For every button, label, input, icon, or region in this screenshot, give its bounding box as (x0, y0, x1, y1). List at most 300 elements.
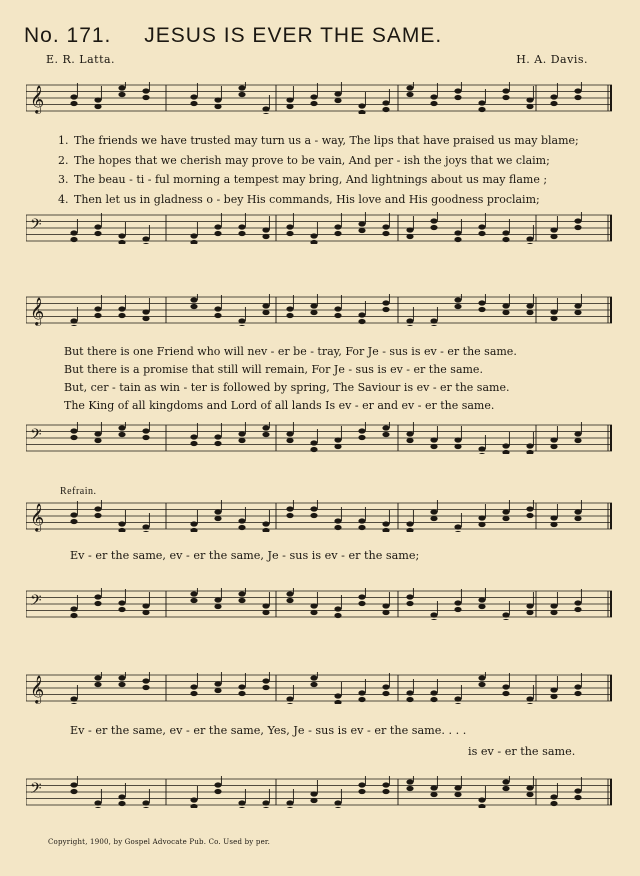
note-head (214, 434, 221, 439)
note-head (238, 525, 245, 530)
note-head (70, 325, 77, 326)
note-head (574, 600, 581, 605)
note-head (310, 447, 317, 452)
staff-bass-2 (26, 422, 612, 454)
note-head (94, 104, 101, 109)
note-head (94, 231, 101, 236)
note-head (334, 224, 341, 229)
note-head (190, 684, 197, 689)
note-head (478, 675, 485, 680)
note-head (358, 601, 365, 606)
note-head (310, 506, 317, 511)
note-head (286, 800, 293, 805)
note-head (382, 684, 389, 689)
staff-graphic (26, 82, 612, 114)
staff-graphic (26, 422, 612, 454)
note-head (358, 782, 365, 787)
verse-line (58, 154, 618, 174)
note-head (310, 310, 317, 315)
clef-icon: 𝄢 (30, 592, 42, 613)
note-head (142, 685, 149, 690)
note-head (310, 101, 317, 106)
note-head (214, 789, 221, 794)
note-head (358, 428, 365, 433)
note-head (382, 432, 389, 437)
note-head (262, 432, 269, 437)
verse-number: 4. (58, 192, 69, 206)
staff-bass-1 (26, 212, 612, 244)
note-head (574, 691, 581, 696)
note-head (118, 607, 125, 612)
note-head (502, 684, 509, 689)
note-head (190, 441, 197, 446)
note-head (406, 521, 413, 526)
note-head (358, 690, 365, 695)
note-head (574, 438, 581, 443)
note-head (94, 97, 101, 102)
note-head (430, 225, 437, 230)
note-head (94, 601, 101, 606)
note-head (118, 85, 125, 90)
note-head (286, 807, 293, 808)
note-head (406, 234, 413, 239)
note-head (454, 785, 461, 790)
note-head (262, 113, 269, 114)
note-head (382, 425, 389, 430)
verse-text: The beau - ti - ful morning a tempest may bring, And lightnings about us may flame ; (74, 173, 548, 186)
verse-lines (58, 134, 618, 212)
note-head (550, 794, 557, 799)
note-head (142, 603, 149, 608)
note-head (190, 240, 197, 244)
verse-line (58, 193, 618, 213)
note-head (142, 610, 149, 615)
note-head (238, 807, 245, 808)
note-head (526, 792, 533, 797)
note-head (334, 525, 341, 530)
note-head (310, 303, 317, 308)
note-head (358, 435, 365, 440)
note-head (406, 786, 413, 791)
note-head (286, 97, 293, 102)
note-head (238, 684, 245, 689)
note-head (262, 603, 269, 608)
note-head (142, 531, 149, 532)
note-head (454, 600, 461, 605)
note-head (454, 607, 461, 612)
note-head (550, 101, 557, 106)
note-head (334, 518, 341, 523)
note-head (262, 800, 269, 805)
note-head (430, 318, 437, 323)
note-head (478, 515, 485, 520)
note-head (70, 435, 77, 440)
note-head (94, 800, 101, 805)
note-head (478, 682, 485, 687)
note-head (454, 297, 461, 302)
note-head (118, 240, 125, 244)
note-head (238, 92, 245, 97)
staff-graphic (26, 500, 612, 532)
verse-text: The hopes that we cherish may prove to be vain, And per - ish the joys that we claim; (74, 153, 550, 167)
verse-number: 3. (58, 173, 69, 186)
composer-credit: H. A. Davis. (516, 53, 588, 66)
clef-icon: 𝄞 (30, 503, 45, 531)
note-head (310, 94, 317, 99)
note-head (334, 98, 341, 103)
note-head (526, 506, 533, 511)
note-head (478, 300, 485, 305)
note-head (238, 224, 245, 229)
note-head (430, 785, 437, 790)
note-head (94, 431, 101, 436)
note-head (142, 524, 149, 529)
note-head (478, 604, 485, 609)
note-head (358, 594, 365, 599)
note-head (310, 603, 317, 608)
note-head (382, 789, 389, 794)
note-head (94, 438, 101, 443)
note-head (214, 688, 221, 693)
note-head (358, 228, 365, 233)
note-head (502, 303, 509, 308)
verse-line (58, 134, 618, 154)
note-head (334, 313, 341, 318)
note-head (382, 300, 389, 305)
note-head (262, 807, 269, 808)
note-head (262, 610, 269, 615)
note-head (118, 306, 125, 311)
note-head (262, 310, 269, 315)
clef-icon: 𝄞 (30, 675, 45, 703)
note-head (430, 516, 437, 521)
staff-graphic (26, 294, 612, 326)
note-head (454, 237, 461, 242)
note-head (310, 233, 317, 238)
note-head (430, 619, 437, 620)
clef-icon: 𝄢 (30, 780, 42, 801)
note-head (406, 325, 413, 326)
note-head (526, 450, 533, 454)
note-head (142, 95, 149, 100)
note-head (478, 797, 485, 802)
note-head (382, 528, 389, 532)
note-head (382, 691, 389, 696)
note-head (70, 512, 77, 517)
note-head (142, 88, 149, 93)
note-head (334, 800, 341, 805)
note-head (478, 453, 485, 454)
note-head (334, 444, 341, 449)
note-head (382, 782, 389, 787)
note-head (454, 437, 461, 442)
second-line: But there is one Friend who will nev - er be - tray, For Je - sus is ev - er the same. (64, 345, 517, 358)
note-head (550, 227, 557, 232)
note-head (334, 693, 341, 698)
note-head (70, 318, 77, 323)
note-head (94, 513, 101, 518)
note-head (478, 597, 485, 602)
note-head (502, 612, 509, 617)
note-head (430, 690, 437, 695)
note-head (190, 304, 197, 309)
note-head (94, 594, 101, 599)
note-head (238, 518, 245, 523)
note-head (526, 97, 533, 102)
verse-line (58, 173, 618, 193)
note-head (526, 603, 533, 608)
note-head (502, 786, 509, 791)
note-head (526, 696, 533, 701)
note-head (214, 306, 221, 311)
note-head (358, 221, 365, 226)
staff-graphic (26, 212, 612, 244)
note-head (310, 513, 317, 518)
refrain-lyric-3: is ev - er the same. (468, 745, 576, 758)
note-head (382, 521, 389, 526)
note-head (502, 779, 509, 784)
note-head (190, 233, 197, 238)
note-head (550, 522, 557, 527)
note-head (526, 785, 533, 790)
staff-treble-4 (26, 672, 612, 704)
note-head (550, 515, 557, 520)
staff-bass-3 (26, 588, 612, 620)
note-head (406, 227, 413, 232)
note-head (574, 607, 581, 612)
note-head (454, 88, 461, 93)
note-head (406, 697, 413, 702)
note-head (550, 610, 557, 615)
note-head (358, 789, 365, 794)
note-head (454, 95, 461, 100)
note-head (310, 440, 317, 445)
note-head (262, 234, 269, 239)
note-head (454, 792, 461, 797)
note-head (70, 519, 77, 524)
note-head (214, 313, 221, 318)
note-head (574, 218, 581, 223)
hymn-title: JESUS IS EVER THE SAME. (144, 24, 443, 47)
note-head (502, 95, 509, 100)
note-head (334, 306, 341, 311)
note-head (358, 518, 365, 523)
note-head (406, 85, 413, 90)
note-head (70, 94, 77, 99)
note-head (214, 597, 221, 602)
staff-treble-2 (26, 294, 612, 326)
note-head (574, 795, 581, 800)
note-head (286, 598, 293, 603)
note-head (574, 303, 581, 308)
note-head (406, 594, 413, 599)
note-head (286, 306, 293, 311)
staff-graphic (26, 588, 612, 620)
note-head (214, 509, 221, 514)
note-head (574, 788, 581, 793)
note-head (550, 94, 557, 99)
note-head (502, 619, 509, 620)
second-line: But there is a promise that still will remain, For Je - sus is ev - er the same. (64, 363, 483, 376)
note-head (574, 684, 581, 689)
note-head (382, 610, 389, 615)
note-head (478, 804, 485, 808)
note-head (286, 231, 293, 236)
note-head (70, 696, 77, 701)
note-head (118, 600, 125, 605)
note-head (430, 509, 437, 514)
note-head (142, 236, 149, 241)
note-head (94, 313, 101, 318)
note-head (262, 678, 269, 683)
note-head (142, 800, 149, 805)
note-head (334, 437, 341, 442)
note-head (118, 801, 125, 806)
verse-number: 1. (58, 134, 69, 147)
note-head (142, 678, 149, 683)
note-head (70, 782, 77, 787)
note-head (238, 591, 245, 596)
note-head (190, 434, 197, 439)
note-head (574, 225, 581, 230)
note-head (238, 598, 245, 603)
note-head (286, 313, 293, 318)
note-head (454, 696, 461, 701)
note-head (382, 100, 389, 105)
lyricist-credit: E. R. Latta. (46, 53, 116, 66)
note-head (70, 789, 77, 794)
second-line: The King of all kingdoms and Lord of all lands Is ev - er and ev - er the same. (64, 399, 495, 412)
note-head (430, 437, 437, 442)
hymn-title-row (24, 24, 624, 48)
note-head (550, 309, 557, 314)
note-head (430, 101, 437, 106)
note-head (262, 528, 269, 532)
note-head (70, 703, 77, 704)
note-head (70, 230, 77, 235)
note-head (118, 92, 125, 97)
note-head (70, 606, 77, 611)
note-head (358, 103, 365, 108)
clef-icon: 𝄢 (30, 216, 42, 237)
note-head (502, 237, 509, 242)
note-head (574, 431, 581, 436)
note-head (286, 696, 293, 701)
note-head (238, 318, 245, 323)
note-head (334, 700, 341, 704)
note-head (334, 807, 341, 808)
note-head (478, 100, 485, 105)
note-head (406, 779, 413, 784)
note-head (502, 443, 509, 448)
note-head (262, 685, 269, 690)
note-head (478, 307, 485, 312)
note-head (334, 231, 341, 236)
note-head (238, 325, 245, 326)
note-head (526, 443, 533, 448)
note-head (118, 233, 125, 238)
note-head (118, 528, 125, 532)
verse-text: Then let us in gladness o - bey His commands, His love and His goodness proclaim; (74, 192, 540, 206)
refrain-lyric-1: Ev - er the same, ev - er the same, Je - sus is ev - er the same; (70, 549, 420, 562)
note-head (214, 224, 221, 229)
note-head (286, 506, 293, 511)
note-head (214, 104, 221, 109)
note-head (286, 513, 293, 518)
note-head (286, 703, 293, 704)
note-head (190, 94, 197, 99)
note-head (382, 307, 389, 312)
note-head (94, 506, 101, 511)
note-head (502, 509, 509, 514)
note-head (574, 88, 581, 93)
note-head (238, 85, 245, 90)
note-head (574, 95, 581, 100)
note-head (190, 528, 197, 532)
note-head (334, 91, 341, 96)
note-head (118, 425, 125, 430)
note-head (238, 231, 245, 236)
note-head (358, 319, 365, 324)
note-head (526, 703, 533, 704)
note-head (310, 610, 317, 615)
note-head (142, 243, 149, 244)
copyright-note: Copyright, 1900, by Gospel Advocate Pub. Co. Used by per. (48, 838, 271, 846)
note-head (286, 104, 293, 109)
second-line: But, cer - tain as win - ter is followed by spring, The Saviour is ev - er the same. (64, 381, 510, 394)
note-head (334, 613, 341, 618)
note-head (142, 309, 149, 314)
note-head (430, 697, 437, 702)
note-head (574, 516, 581, 521)
clef-icon: 𝄢 (30, 426, 42, 447)
note-head (406, 318, 413, 323)
note-head (550, 316, 557, 321)
note-head (454, 531, 461, 532)
note-head (190, 591, 197, 596)
note-head (142, 807, 149, 808)
note-head (502, 516, 509, 521)
note-head (526, 310, 533, 315)
note-head (382, 603, 389, 608)
note-head (358, 525, 365, 530)
note-head (286, 438, 293, 443)
note-head (142, 428, 149, 433)
note-head (550, 437, 557, 442)
note-head (310, 791, 317, 796)
note-head (358, 312, 365, 317)
note-head (526, 243, 533, 244)
note-head (382, 107, 389, 112)
note-head (70, 428, 77, 433)
note-head (334, 606, 341, 611)
note-head (454, 444, 461, 449)
note-head (142, 316, 149, 321)
note-head (238, 691, 245, 696)
note-head (550, 687, 557, 692)
note-head (574, 509, 581, 514)
note-head (118, 675, 125, 680)
refrain-label: Refrain. (60, 486, 97, 497)
note-head (190, 797, 197, 802)
note-head (550, 234, 557, 239)
note-head (502, 88, 509, 93)
note-head (70, 237, 77, 242)
note-head (430, 94, 437, 99)
note-head (430, 612, 437, 617)
verse-text: The friends we have trusted may turn us a - way, The lips that have praised us may blame; (74, 134, 579, 147)
note-head (118, 313, 125, 318)
